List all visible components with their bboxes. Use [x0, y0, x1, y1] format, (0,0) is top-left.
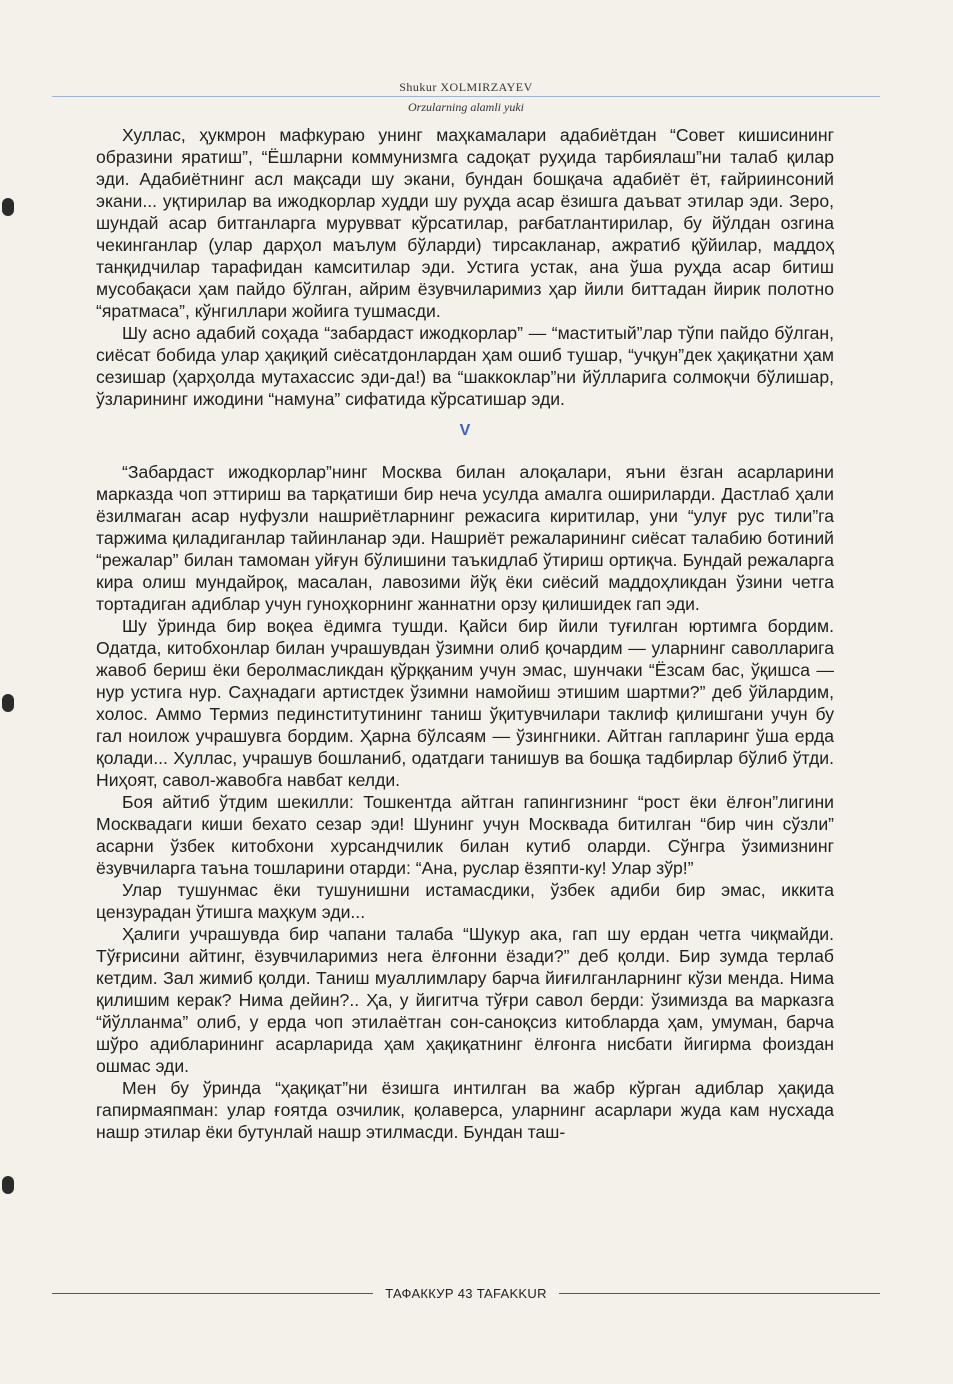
paragraph: Улар тушунмас ёки тушунишни истамасдики, ўзбек адиби бир эмас, иккита цензурадан ўтишга маҳкум эди...: [96, 880, 834, 922]
punch-hole: [2, 694, 14, 712]
paragraph: Ҳалиги учрашувда бир чапани талаба “Шукур ака, гап шу ердан четга чиқмайди. Тўғрисини айтинг, ёзувчиларимиз нега ёлғонни ёзади?” деб қолди. Бир зумда терлаб кетдим. Зал жимиб қолди. Таниш муаллимлару барча йиғилганларнинг кўзи менда. Нима қилишим керак? Нима дейин?.. Ҳа, у йигитча тўғри савол берди: ўзимизда ва марказга “йўлланма” олиб, у ерда чоп этилаётган сон-саноқсиз китобларда ҳам, умуман, барча шўро адибларининг асарларида ҳам ҳақиқатнинг ёлғонга нисбати йигирма фоиздан ошмас эди.: [96, 924, 834, 1076]
section-number: V: [459, 422, 471, 439]
footer-page-label: ТАФАККУР 43 TAFAKKUR: [385, 1286, 547, 1301]
paragraph: Мен бу ўринда “ҳақиқат”ни ёзишга интилган ва жабр кўрган адиблар ҳақида гапирмаяпман: улар ғоятда озчилик, қолаверса, уларнинг асарлари жуда кам нусхада нашр этилар ёки бутунлай нашр этилмасди. Бундан таш-: [96, 1078, 834, 1142]
footer-rule-left: [52, 1293, 373, 1294]
page-footer: [52, 1286, 880, 1301]
punch-hole: [2, 1176, 14, 1194]
page-header: [52, 80, 880, 114]
paragraph: Хуллас, ҳукмрон мафкураю унинг маҳкамалари адабиётдан “Совет кишисининг образини яратиш”, “Ёшларни коммунизмга садоқат руҳида тарбиялаш”ни талаб қилар эди. Адабиётнинг асл мақсади шу экани, бундан бошқача адабиёт ёт, ғайриинсоний экани... уқтирилар ва ижодкорлар худди шу руҳда асар ёзишга даъват этилар эди. Зеро, шундай асар битганларга мурувват кўрсатилар, рағбатлантирилар, бу йўлдан озгина чекинганлар (улар дарҳол маълум бўларди) тирсакланар, ажратиб қўйилар, маддоҳ танқидчилар тарафидан камситилар эди. Устига устак, ана ўша руҳда асар битиш мусобақаси ҳам пайдо бўлган, айрим ёзувчиларимиз ҳар йили биттадан йирик полотно “яратмаса”, кўнгиллари жойига тушмасди.: [96, 125, 834, 321]
article-body: [96, 124, 834, 1143]
footer-rule-right: [559, 1293, 880, 1294]
running-head-author: Shukur XOLMIRZAYEV: [399, 80, 533, 94]
paragraph: Боя айтиб ўтдим шекилли: Тошкентда айтган гапингизнинг “рост ёки ёлғон”лигини Москвадаги киши бехато сезар эди! Шунинг учун Москвада битилган “бир чин сўзли” асарни ўзбек китобхони хурсандчилик билан кутиб оларди. Сўнгра ўзимизнинг ёзувчиларга таъна тошларини отарди: “Ана, руслар ёзяпти-ку! Улар зўр!”: [96, 792, 834, 878]
punch-hole: [2, 198, 14, 216]
paragraph: Шу асно адабий соҳада “забардаст ижодкорлар” — “маститый”лар тўпи пайдо бўлган, сиёсат бобида улар ҳақиқий сиёсатдонлардан ҳам ошиб тушар, “учқун”дек ҳақиқатни ҳам сезишар (ҳарҳолда мутахассис эди-да!) ва “шаккоклар”ни йўлларига солмоқчи бўлишар, ўзларининг ижодини “намуна” сифатида кўрсатишар эди.: [96, 323, 834, 409]
paragraph: Шу ўринда бир воқеа ёдимга тушди. Қайси бир йили туғилган юртимга бордим. Одатда, китобхонлар билан учрашувдан ўзимни олиб қочардим — уларнинг саволларига жавоб бериш ёки беролмасликдан қўрққаним учун эмас, шунчаки “Ёзсам бас, ўқишса — нур устига нур. Саҳнадаги артистдек ўзимни намойиш этишим шартми?” деб ўйлардим, холос. Аммо Термиз пединститутининг таниш ўқитувчилари таклиф қилишгани учун бу гал ноилож учрашувга бордим. Ҳарна бўлсаям — ўзингники. Айтган гапларинг ўша ерда қолади... Хуллас, учрашув бошланиб, одатдаги танишув ва бошқа тадбирлар бўлиб ўтди. Ниҳоят, савол-жавобга навбат келди.: [96, 616, 834, 790]
paragraph: “Забардаст ижодкорлар”нинг Москва билан алоқалари, яъни ёзган асарларини марказда чоп эттириш ва тарқатиши бир неча усулда амалга ошириларди. Дастлаб ҳали ёзилмаган асар нуфузли нашриётларнинг режасига киритилар, уни “улуғ рус тили”га таржима қиладиганлар тайинланар эди. Нашриёт режаларининг сиёсат талабию ботиний “режалар” билан тамоман уйғун бўлишини таъкидлаб ўтириш ортиқча. Бундай режаларга кира олиш мундайроқ, масалан, лавозими йўқ ёки сиёсий маддоҳликдан ўзини четга тортадиган адиблар учун гуноҳкорнинг жаннатни орзу қилишидек гап эди.: [96, 462, 834, 614]
header-rule: [52, 96, 880, 97]
running-head-title: Orzularning alamli yuki: [408, 100, 524, 114]
